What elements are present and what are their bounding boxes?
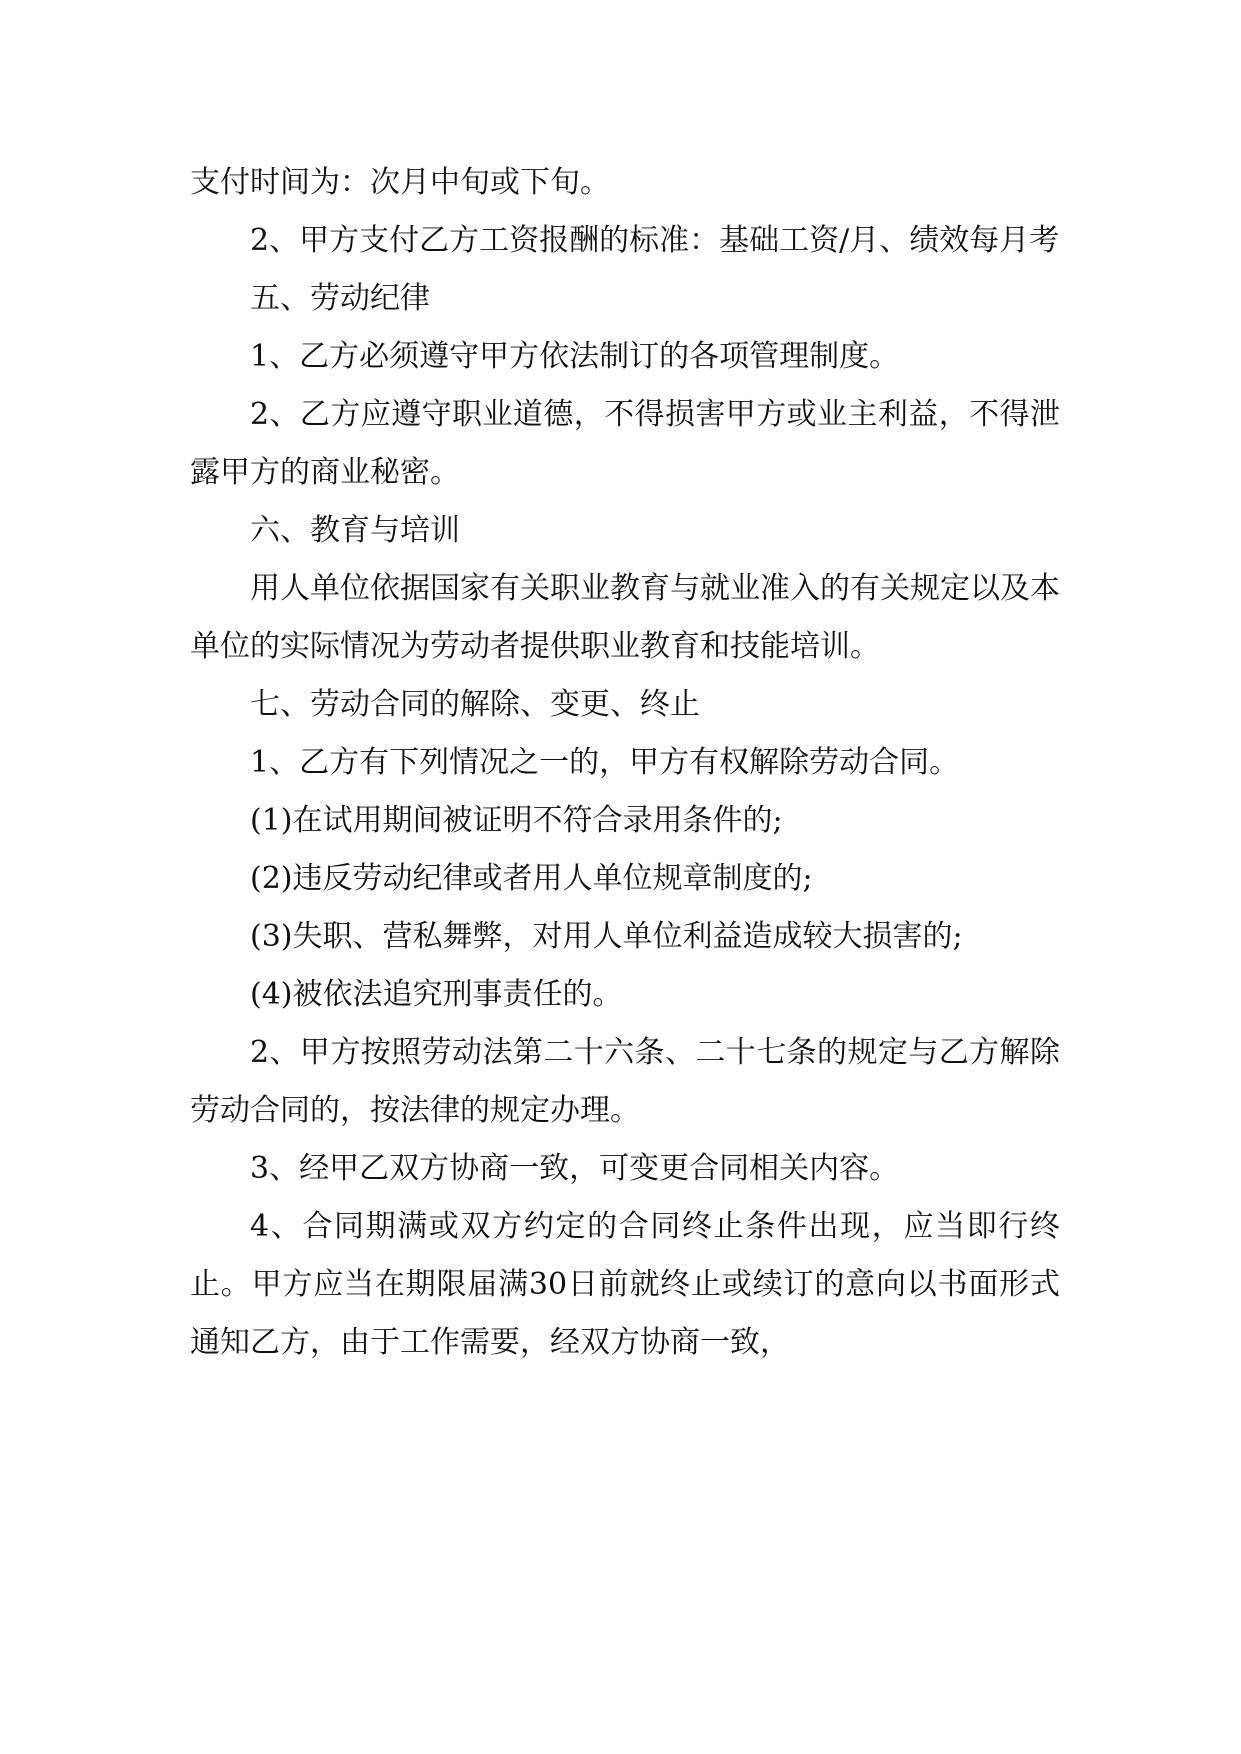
section-heading-education-training: 六、教育与培训 [250,513,460,548]
document-body [190,154,1060,1372]
paragraph-termination-2: 2、甲方按照劳动法第二十六条、二十七条的规定与乙方解除劳动合同的，按法律的规定办理。 [190,1035,1060,1128]
paragraph-education: 用人单位依据国家有关职业教育与就业准入的有关规定以及本单位的实际情况为劳动者提供职业教育和技能培训。 [190,571,1060,664]
paragraph-discipline-1: 1、乙方必须遵守甲方依法制订的各项管理制度。 [250,339,900,374]
paragraph-salary-standard: 2、甲方支付乙方工资报酬的标准：基础工资/月、绩效每月考 [250,223,1060,258]
section-heading-contract-termination: 七、劳动合同的解除、变更、终止 [250,687,700,722]
paragraph-payment-time: 支付时间为：次月中旬或下旬。 [190,165,610,200]
list-item-termination-cond-3: (3)失职、营私舞弊，对用人单位利益造成较大损害的; [250,919,963,954]
list-item-termination-cond-2: (2)违反劳动纪律或者用人单位规章制度的; [250,861,813,896]
list-item-termination-cond-1: (1)在试用期间被证明不符合录用条件的; [250,803,783,838]
paragraph-termination-4: 4、合同期满或双方约定的合同终止条件出现，应当即行终止。甲方应当在期限届满30日前就终止或续订的意向以书面形式通知乙方，由于工作需要，经双方协商一致， [190,1209,1060,1360]
section-heading-labor-discipline: 五、劳动纪律 [250,281,430,316]
paragraph-termination-3: 3、经甲乙双方协商一致，可变更合同相关内容。 [250,1151,900,1186]
paragraph-discipline-2: 2、乙方应遵守职业道德，不得损害甲方或业主利益，不得泄露甲方的商业秘密。 [190,397,1060,490]
paragraph-termination-1: 1、乙方有下列情况之一的，甲方有权解除劳动合同。 [250,745,960,780]
list-item-termination-cond-4: (4)被依法追究刑事责任的。 [250,977,623,1012]
